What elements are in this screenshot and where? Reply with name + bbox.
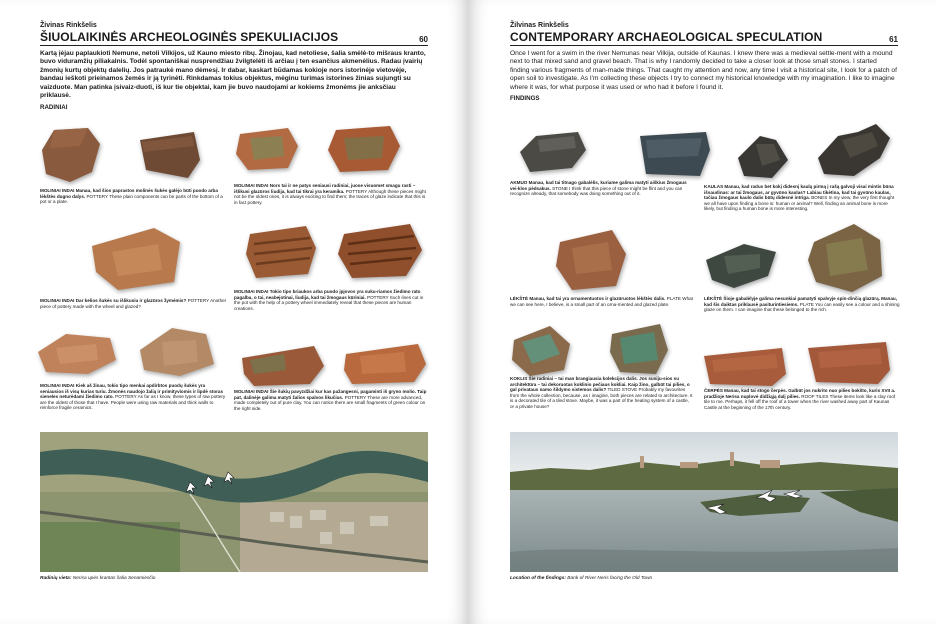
author-name: Živinas Rinkšelis bbox=[40, 22, 97, 29]
photo-caption-text: Bank of River Neris facing the Old Town bbox=[565, 576, 653, 581]
pottery-sherd-image bbox=[342, 340, 428, 386]
caption bbox=[234, 289, 430, 311]
plate-shard-image bbox=[806, 222, 886, 294]
caption-lt: LĖKŠTĖ Manau, kad tai yra ornamentuotos ir glazūruotos lėkštės dalis. bbox=[510, 296, 666, 301]
caption-en: TILED STOVE Probably my favourites from the whole collection, because, as I imagine, both pieces are related to architecture. It is a decorated tile of a tiled stove. Maybe, it was a part of the heating system of a castle, or a private house? bbox=[510, 387, 693, 409]
page-number: 61 bbox=[889, 35, 898, 44]
author-name: Žilvinas Rinkšelis bbox=[510, 22, 569, 29]
caption-en: POTTERY Such lines cut in the pot with the help of a pottery wheel immediately reveal that these pieces are human creations. bbox=[234, 294, 424, 311]
caption-en: POTTERY Although these pieces might not be the oldest ones, it is always exciting to find them; the traces of glaze indicate that this is in fact pottery. bbox=[234, 188, 426, 205]
page-header bbox=[510, 30, 898, 46]
caption-en: POTTERY These are more advanced, made completely out of pure clay. You can notice there are small fragments of green colour on the right side. bbox=[234, 394, 426, 411]
caption bbox=[704, 296, 900, 313]
roof-tile-image bbox=[702, 346, 788, 388]
caption bbox=[40, 383, 228, 411]
caption bbox=[704, 388, 900, 410]
pottery-sherd-image bbox=[88, 226, 184, 292]
caption-en: POTTERY Another piece of pottery made with the wheel and glazed? bbox=[40, 298, 227, 309]
pottery-sherd-image bbox=[40, 126, 104, 184]
caption-lt: KAULAS Manau, kad radus bet kokį didesnį kaulą pirmą į rašą galvoji visai mintis būna išsaudinas: ar tai žmogaus, ar gyvūno kaulas? Labiau tikėtina, kad tai gyvūno kaulas, tačiau žmogaus kaulo dalis būtų didesnė intriga. bbox=[704, 184, 894, 201]
caption-lt: MOLINIAI INDAI Tokio tipo briaukos arba puodo įpjovos yra suku-riamos žiedimo rato pagalba, o tai, neabejotinai, liudija, kad tai žmogaus kūriniai. bbox=[234, 289, 421, 300]
caption-lt: MOLINIAI INDAI Kiek aš žinau, tokio tipo menkai apdirbtos puodų šukės yra seniausios iš visų kurias turiu. Žmonės naudojo žalią ir primityviomis ir lipdė storas sieneles neturėdami žiedimo rato. bbox=[40, 383, 224, 400]
intro-text: Kartą įėjau paplaukioti Nemune, netoli Vilkijos, už Kauno miesto ribų. Žinojau, kad netoliese, šalia smėlė-to mišraus kranto, buvo viduramžių piliakalnis. Todėl spontaniškai nusprendžiau žvilgtelėti iš arčiau į ten esančius akmenėlius. Radau įvairių žmonių kurtų objektų dalelių. Jos patraukė mano dėmesį. Ir dabar, kaskart būdamas kokioje nors istorinėje vietovėje, bandau ieškoti prieinamos žemės ir ją tyrinėti. Rinkdamas tokius objektus, mėginu turimas istorines žinias sujungti su vaizduote. Man patinka įsivaiz-duoti, iš kur tie objektai, kam jie buvo naudojami ar kokiems žmonėms jie anksčiau priklausė. bbox=[40, 50, 426, 100]
pottery-sherd-image bbox=[36, 330, 118, 376]
caption-en: POTTERY These plain components can be parts of the bottom of a pot or a plate. bbox=[40, 193, 223, 205]
page-number: 60 bbox=[419, 35, 428, 44]
caption bbox=[40, 188, 228, 205]
pottery-sherd-image bbox=[240, 340, 326, 388]
photo-caption-text: Nerisa upės krantas šalia Senamiesčio bbox=[71, 576, 156, 581]
caption bbox=[234, 389, 430, 411]
aerial-photo bbox=[40, 432, 428, 572]
pottery-sherd-image bbox=[336, 222, 424, 280]
caption-lt: KOKLIS Šie radiniai – tai man brangiausia kolekcijos dalis. Jos susiju-sios su architektūra – tai dekoruotas koklinio pečiaus kokliai. Kaip žino, galbūt tai pilies, o gal privataus namo šildymo sistemos dalis? bbox=[510, 376, 690, 393]
pottery-sherd-image bbox=[138, 130, 202, 182]
pottery-sherd-image bbox=[326, 124, 402, 174]
bone-image bbox=[636, 128, 712, 180]
pottery-sherd-image bbox=[234, 126, 300, 172]
bone-image bbox=[732, 132, 792, 180]
caption bbox=[234, 183, 430, 205]
photo-caption-lead: Radinių vieta: bbox=[40, 576, 72, 581]
plate-shard-image bbox=[704, 240, 780, 290]
caption-en: ROOF TILES These items look like a clay roof tile to me. Perhaps, it fell off the roof of a tower when the river washed away part of Kaunas Castle at the beginning of the 17th century. bbox=[704, 393, 896, 410]
caption bbox=[40, 298, 228, 309]
caption-lt: AKMUO Manau, kad tai titnago gabalėlis, kuriame galima matyti aiškius žmogaus vei-klos pėdsakus. bbox=[510, 180, 687, 191]
caption bbox=[510, 180, 690, 197]
stove-tile-image bbox=[510, 324, 574, 378]
caption-en: BONES In my view, the very first thought we all have upon finding a bone is: human or animal? Well, finding an animal bone is more likely, but finding a human bone is more interesting. bbox=[704, 195, 895, 212]
stone-image bbox=[516, 128, 588, 174]
caption-lt: MOLINIAI INDAI Šie šukių pavyzdžiai kur kas pažangesni, pagaminti iš gryno molio. Taip pat, dalinėje galima matyti žalios spalvos likučius. bbox=[234, 389, 427, 400]
caption bbox=[704, 184, 900, 212]
intro-text: Once I went for a swim in the river Nemunas near Vilkija, outside of Kaunas. I knew there was a medieval settle-ment with a mound next to that mixed sand and gravel beach. That is why I randomly decided to take a closer look at those small stones. I started finding various fragments of man-made things. That caught my attention and now, any time I visit a historical site, I look for a patch of open soil to investigate. As I'm collecting these objects I try to connect my historical knowledge with my imagination. I like to imagine where it was, for what purpose it was used or who had it before I found it. bbox=[510, 50, 897, 91]
section-label: RADINIAI bbox=[40, 103, 68, 111]
river-photo bbox=[510, 432, 898, 572]
caption-lt: MOLINIAI INDAI Dar kelios šukės su išlikusiu ir glazūros žymėmis? bbox=[40, 298, 187, 303]
pottery-sherd-image bbox=[136, 324, 216, 378]
caption-lt: ČERPĖS Manau, kad tai stogo čerpės. Galbūt jos nukrito nuo pilies bokšto, kuris XVII a. pradžioje Nerisa nuplovė didžiąją dalį pilies. bbox=[704, 388, 896, 399]
page-title: ŠIUOLAIKINĖS ARCHEOLOGINĖS SPEKULIACIJOS bbox=[40, 30, 339, 44]
pottery-sherd-image bbox=[244, 224, 320, 280]
caption-en: POTTERY As far as I know, these types of raw pottery are the oldest of those that I have. People were using raw materials and thick walls to reinforce fragile ceramics. bbox=[40, 394, 226, 411]
caption-lt: MOLINIAI INDAI Nors tai ir ne patys seniausi radiniai, juose visuomet smagu rasti – išlikusi glazūros liudija, kad tai tikrai yra keramika. bbox=[234, 183, 416, 194]
page-title: CONTEMPORARY ARCHAEOLOGICAL SPECULATION bbox=[510, 30, 823, 44]
right-page bbox=[468, 0, 936, 624]
caption bbox=[510, 296, 694, 307]
photo-caption bbox=[510, 576, 652, 581]
caption-lt: MOLINIAI INDAI Manau, kad šios paprastos molinės šukės galėjo būti puodo arba lėkštės dugno dalys. bbox=[40, 188, 218, 199]
photo-caption bbox=[40, 576, 155, 581]
caption bbox=[510, 376, 694, 410]
caption-en: PLATE You can easily see a colour and a shining glaze on them. I can imagine that these belonged to the rich. bbox=[704, 301, 900, 313]
bone-image bbox=[814, 122, 894, 180]
caption-lt: LĖKŠTĖ Šioje gabalėlyje galima nesunkiai pamatyti spalvyje spin-dinčią glazūrą. Manau, kad šis daiktas priklausė pasiturintiesiems. bbox=[704, 296, 897, 307]
section-label: FINDINGS bbox=[510, 95, 540, 103]
plate-shard-image bbox=[554, 228, 630, 292]
caption-en: STONE I think that this piece of stone might be flint and you can recognize already, that somebody was doing something out of it. bbox=[510, 185, 683, 197]
roof-tile-image bbox=[806, 340, 892, 386]
photo-caption-lead: Location of the findings: bbox=[510, 576, 566, 581]
stove-tile-image bbox=[608, 322, 670, 378]
page-header bbox=[40, 30, 428, 46]
caption-en: PLATE What we can see here, I believe, is a small part of an orna-mented and glazed plate. bbox=[510, 296, 693, 307]
